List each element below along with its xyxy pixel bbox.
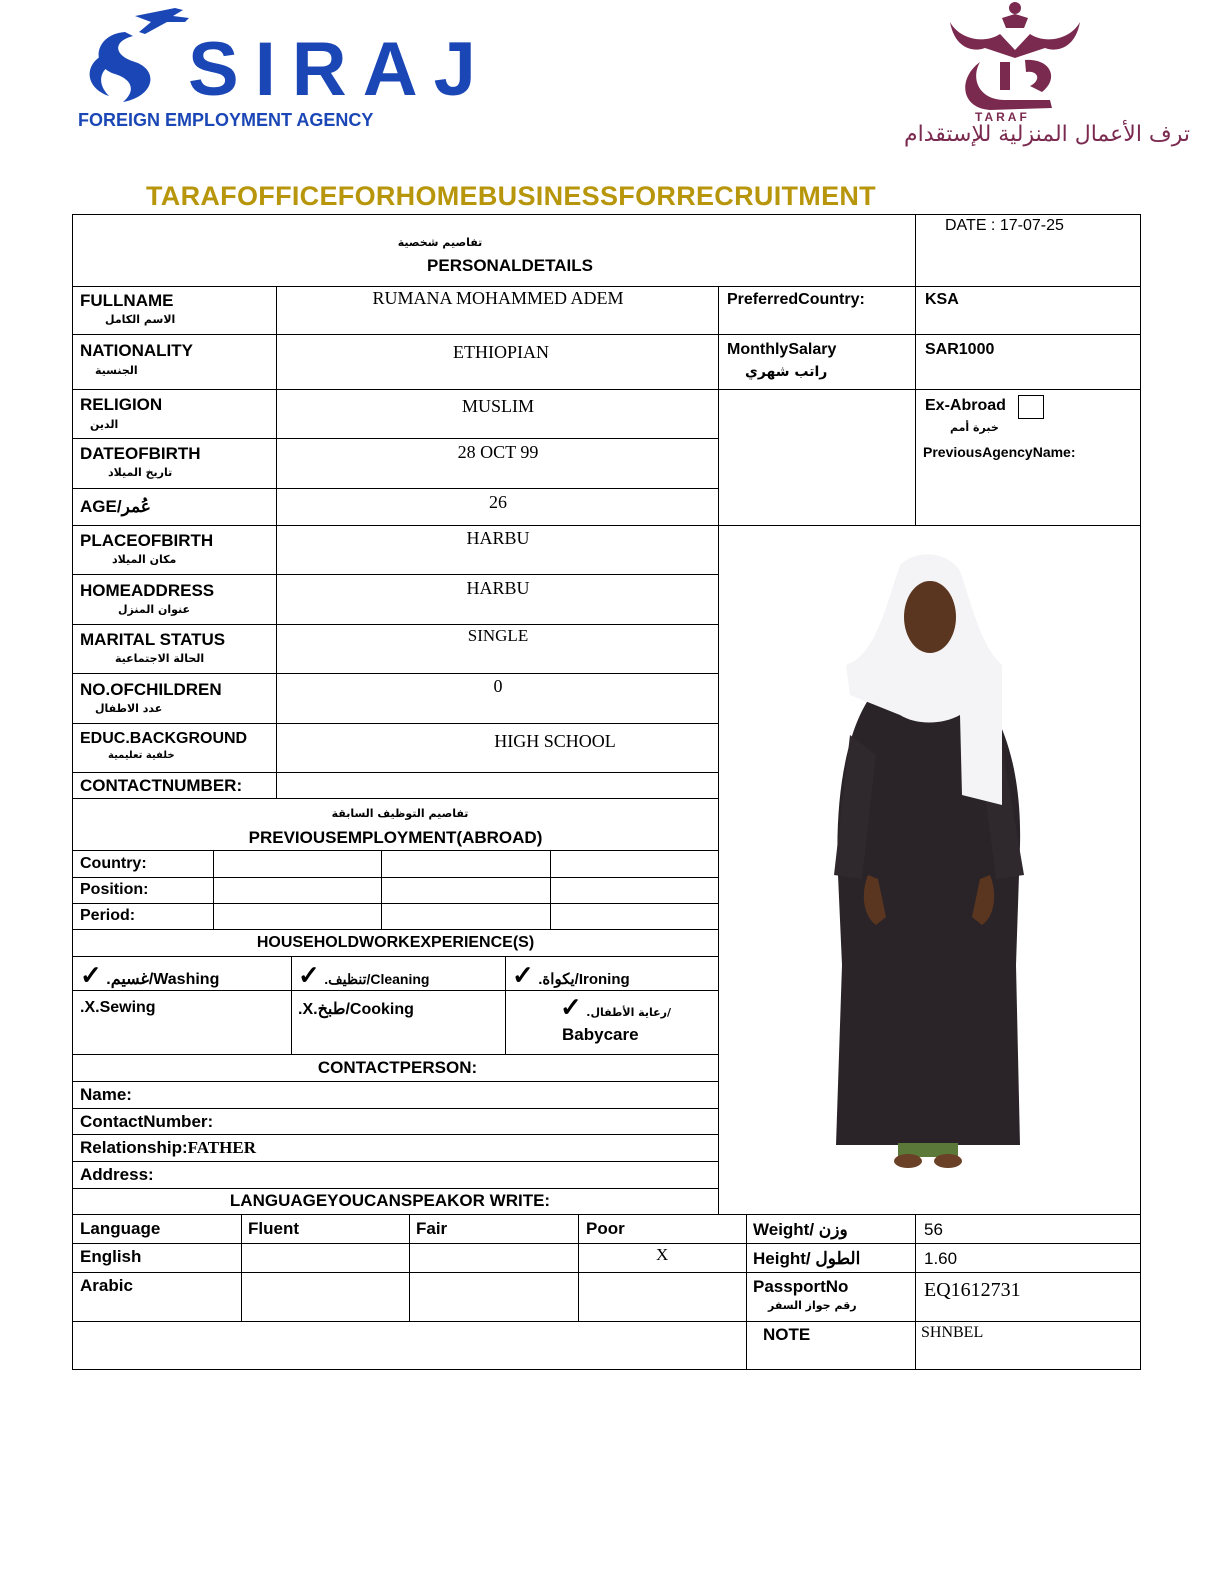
home-address-ar: عنوان المنزل <box>118 603 191 616</box>
relationship-label: Relationship: <box>80 1138 188 1157</box>
crown-icon <box>930 0 1100 120</box>
relationship-value: FATHER <box>187 1138 256 1157</box>
height-value: 1.60 <box>924 1249 958 1268</box>
age-value: 26 <box>489 492 507 512</box>
address-label: Address: <box>80 1165 154 1184</box>
home-address-value: HARBU <box>466 578 530 598</box>
taraf-name: TARAF <box>975 110 1030 124</box>
taraf-arabic-name: ترف الأعمال المنزلية للإستقدام <box>904 122 1190 147</box>
passport-ar: رقم جواز السفر <box>768 1299 857 1312</box>
nationality-ar: الجنسية <box>95 364 138 377</box>
babycare-label: Babycare <box>562 1025 639 1044</box>
pob-ar: مكان الميلاد <box>112 553 177 566</box>
cooking-label: .X.طبخ/Cooking <box>298 1001 414 1018</box>
pob-value: HARBU <box>466 528 530 548</box>
lang-header-fair: Fair <box>416 1219 448 1238</box>
check-icon: ✓ <box>80 960 102 990</box>
contact-number-label: CONTACTNUMBER: <box>80 776 243 795</box>
siraj-name: SIRAJ <box>188 27 492 112</box>
lang-header-poor: Poor <box>586 1219 625 1238</box>
lang-header-language: Language <box>80 1219 161 1238</box>
lang-english-poor: X <box>656 1245 669 1264</box>
languages-title: LANGUAGEYOUCANSPEAKOR WRITE: <box>229 1191 551 1210</box>
monthly-salary-value: SAR1000 <box>925 341 995 358</box>
dob-value: 28 OCT 99 <box>457 442 539 462</box>
banner-title: TARAFOFFICEFORHOMEBUSINESSFORRECRUITMENT <box>146 181 876 211</box>
ex-abroad-ar: خبرة أمم <box>950 421 999 434</box>
washing-item <box>80 960 219 991</box>
ex-abroad-checkbox[interactable] <box>1018 395 1044 419</box>
fullname-ar: الاسم الكامل <box>105 313 176 326</box>
note-label: NOTE <box>763 1325 811 1344</box>
education-label: EDUC.BACKGROUND <box>80 730 248 747</box>
ironing-label: .يكواة/Ironing <box>538 971 630 988</box>
cleaning-item <box>298 960 429 991</box>
weight-value: 56 <box>924 1220 943 1239</box>
prev-employment-ar: تفاصيم التوظيف السابقة <box>331 807 469 820</box>
dob-label: DATEOFBIRTH <box>80 444 201 463</box>
previous-agency-label: PreviousAgencyName: <box>923 444 1076 460</box>
pob-label: PLACEOFBIRTH <box>80 531 214 550</box>
religion-value: MUSLIM <box>461 396 534 416</box>
weight-label: Weight/ وزن <box>753 1220 848 1239</box>
babycare-item <box>560 992 671 1023</box>
education-ar: خلفية تعليمية <box>108 750 175 761</box>
contact-number-person-label: ContactNumber: <box>80 1112 214 1131</box>
religion-ar: الدين <box>90 418 119 431</box>
preferred-country-value: KSA <box>925 291 959 308</box>
sewing-label: .X.Sewing <box>80 999 156 1016</box>
ex-abroad-label: Ex-Abroad <box>925 397 1006 414</box>
prev-employment-title: PREVIOUSEMPLOYMENT(ABROAD) <box>248 828 543 847</box>
religion-label: RELIGION <box>80 395 163 414</box>
children-value: 0 <box>493 676 503 696</box>
siraj-tagline: FOREIGN EMPLOYMENT AGENCY <box>78 110 374 130</box>
age-label: AGE/عُمر <box>80 497 151 516</box>
check-icon: ✓ <box>512 960 534 990</box>
marital-status-ar: الحالة الاجتماعية <box>115 652 205 665</box>
marital-status-value: SINGLE <box>467 626 529 645</box>
babycare-ar: .رعاية الأطفال/ <box>586 1006 671 1019</box>
prev-country-label: Country: <box>80 855 147 872</box>
preferred-country-label: PreferredCountry: <box>727 291 865 308</box>
height-label: Height/ الطول <box>753 1249 861 1268</box>
applicant-photo <box>820 545 1040 1180</box>
home-address-label: HOMEADDRESS <box>80 581 215 600</box>
passport-label: PassportNo <box>753 1277 849 1296</box>
ironing-item <box>512 960 630 991</box>
lang-english: English <box>80 1247 142 1266</box>
cleaning-label: .تنظيف/Cleaning <box>324 971 430 987</box>
washing-label: .غسيم/Washing <box>106 971 220 988</box>
dob-ar: تاريخ الميلاد <box>108 466 173 479</box>
contact-name-label: Name: <box>80 1085 132 1104</box>
siraj-emblem-icon <box>75 4 195 104</box>
check-icon: ✓ <box>560 992 582 1022</box>
lang-header-fluent: Fluent <box>248 1219 299 1238</box>
personal-details-title: PERSONALDETAILS <box>427 256 593 275</box>
check-icon: ✓ <box>298 960 320 990</box>
fullname-value: RUMANA MOHAMMED ADEM <box>372 288 624 308</box>
household-title: HOUSEHOLDWORKEXPERIENCE(S) <box>256 934 535 951</box>
prev-position-label: Position: <box>80 881 149 898</box>
date: DATE : 17-07-25 <box>945 217 1064 234</box>
prev-period-label: Period: <box>80 907 136 924</box>
monthly-salary-ar: راتب شهري <box>745 364 828 380</box>
children-label: NO.OFCHILDREN <box>80 680 222 699</box>
applicant-figure-icon <box>820 545 1040 1180</box>
contact-person-title: CONTACTPERSON: <box>317 1058 478 1077</box>
fullname-label: FULLNAME <box>80 291 174 310</box>
lang-arabic: Arabic <box>80 1276 133 1295</box>
relationship-row <box>80 1138 256 1158</box>
nationality-label: NATIONALITY <box>80 341 194 360</box>
personal-details-ar: تفاصيم شخصية <box>397 236 483 249</box>
siraj-logo <box>70 0 492 135</box>
education-value: HIGH SCHOOL <box>494 731 616 751</box>
monthly-salary-label: MonthlySalary <box>727 341 837 358</box>
passport-value: EQ1612731 <box>924 1279 1021 1301</box>
marital-status-label: MARITAL STATUS <box>80 630 226 649</box>
note-value: SHNBEL <box>921 1324 984 1341</box>
nationality-value: ETHIOPIAN <box>453 342 549 362</box>
children-ar: عدد الاطفال <box>95 702 163 715</box>
taraf-logo <box>830 0 1200 160</box>
